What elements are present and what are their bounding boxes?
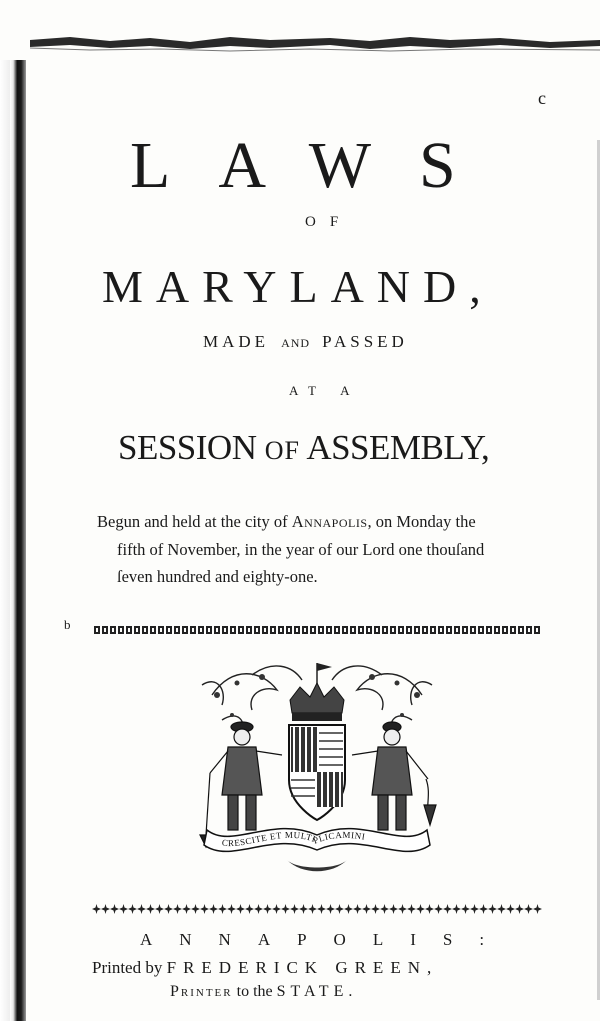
title-maryland: MARYLAND, <box>102 261 494 312</box>
title-laws: LAWS <box>130 129 504 202</box>
preamble-line1 <box>97 512 476 531</box>
ornamental-rule-top <box>93 625 541 635</box>
at-a: AT A <box>289 383 361 398</box>
binding-edge <box>10 60 26 1021</box>
imprint-printed-by <box>92 958 552 978</box>
preamble-text <box>97 508 557 591</box>
preamble-line1-a: Begun and held at the city of <box>97 512 292 531</box>
preamble-line2: fifth of November, in the year of our Lord one thouſand <box>117 539 485 559</box>
word-assembly: ASSEMBLY, <box>306 428 490 467</box>
binding-shadow <box>0 60 10 1021</box>
word-and: AND <box>281 336 311 350</box>
preamble-line3: ſeven hundred and eighty-one. <box>117 567 318 586</box>
word-session: SESSION <box>118 428 257 467</box>
word-of: OF <box>264 436 300 465</box>
to-the: to the <box>236 983 273 1000</box>
printer-title: Printer <box>170 983 233 1000</box>
title-of: OF <box>305 214 353 230</box>
margin-mark-c: c <box>538 88 546 108</box>
crest-motto: CRESCITE ET MULTIPLICAMINI <box>221 829 367 849</box>
word-passed: PASSED <box>322 332 408 351</box>
margin-mark-b: b <box>64 617 71 632</box>
torn-top-edge <box>30 28 600 58</box>
preamble-city: Annapolis <box>291 512 368 531</box>
preamble-line1-b: , on Monday the <box>367 512 476 531</box>
printed-by-label: Printed by <box>92 958 163 977</box>
maryland-coat-of-arms <box>192 655 442 885</box>
state: STATE. <box>276 983 358 1000</box>
imprint-place: ANNAPOLIS: <box>140 930 512 949</box>
imprint-printer-to-state <box>170 983 510 1001</box>
session-of-assembly <box>118 428 548 468</box>
ornamental-rule-bottom <box>92 904 542 914</box>
printer-name: FREDERICK GREEN, <box>166 958 439 977</box>
word-made: MADE <box>203 332 270 351</box>
made-and-passed <box>203 332 523 352</box>
